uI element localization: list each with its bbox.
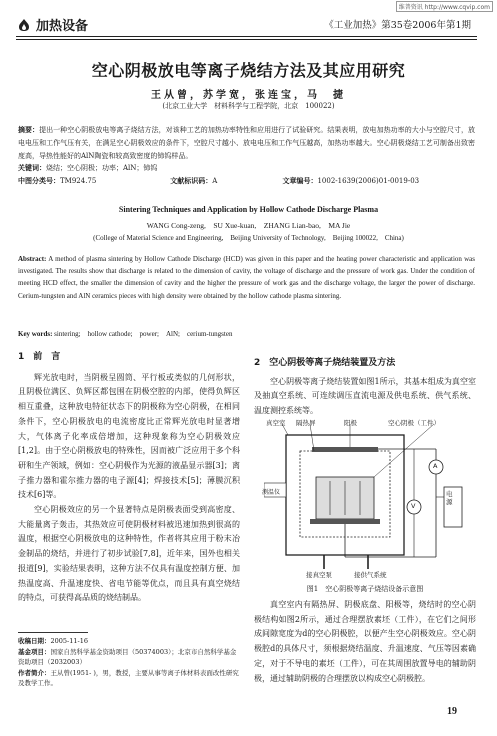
doc-code-label: 文献标识码： (170, 177, 213, 185)
right-column-bottom (254, 598, 476, 686)
clc-value: TM924.75 (60, 177, 97, 185)
left-column (18, 350, 240, 606)
journal-logo (16, 15, 88, 34)
article-no-label: 文章编号： (282, 177, 318, 185)
keywords-cn (18, 163, 157, 173)
label-gas: 接供气系统 (354, 571, 387, 579)
article-authors: 王从曾，苏学宽，张连宝，马 捷 (151, 90, 346, 101)
abstract-cn-label: 摘要： (18, 126, 40, 134)
doc-code-value: A (212, 177, 218, 185)
article-title: 空心阴极放电等离子烧结方法及其应用研究 (91, 61, 406, 80)
fund-label: 基金项目： (18, 647, 51, 656)
english-abstract-label: Abstract: (18, 255, 47, 263)
article-affiliation: (北京工业大学 材料科学与工程学院，北京 100022) (162, 102, 335, 110)
right-column-top (254, 356, 476, 419)
classification-line (18, 176, 478, 186)
watermark: 维普资讯 http://www.cqvip.com (396, 1, 493, 12)
label-hollow-cathode: 空心阴极（工件） (388, 419, 440, 427)
label-ammeter: A (433, 462, 438, 470)
label-heat-shield: 隔热屏 (296, 419, 316, 427)
received-date: 2005-11-16 (50, 637, 88, 645)
english-authors: WANG Cong-zeng, SU Xue-kuan, ZHANG Lian-bao, MA Jie (146, 221, 351, 230)
english-affiliation: (College of Material Science and Engineering, Beijing University of Technology, Beijing 100022, China) (93, 234, 404, 242)
header-rule-thin (16, 39, 477, 40)
label-power: 电源 (446, 490, 453, 506)
section-1-title: 1 前 言 (18, 352, 61, 362)
english-abstract (18, 253, 475, 302)
abstract-cn-text: 提出一种空心阴极放电等离子烧结方法，对该种工艺的加热功率特性和应用进行了试验研究。结果表明，放电加热功率的大小与空腔尺寸，放电电压和工作气压有关，在满足空心阴极效应的条件下，空腔尺寸越小、放电电压和工作气压越高，加热功率越大。空心阴极烧结工艺可制备出致密度高，导热性能好的AlN陶瓷和较高致密度的铈钨样品。 (18, 126, 475, 160)
footnotes (18, 636, 240, 689)
figure-1-caption: 图1 空心阴极等离子烧结设备示意图 (306, 585, 424, 593)
keywords-cn-label: 关键词： (18, 164, 46, 172)
fund-text: 国家自然科学基金资助项目（50374003）；北京市自然科学基金资助项目（2032003） (18, 647, 237, 666)
anode-plate (312, 447, 378, 452)
label-voltmeter: V (411, 502, 416, 510)
label-anode: 阳极 (344, 419, 357, 427)
footnote-rule (18, 632, 88, 633)
english-keywords (18, 329, 232, 339)
received-label: 收稿日期： (18, 637, 51, 645)
figure-1-diagram (264, 417, 469, 577)
cathode-base (310, 519, 380, 524)
english-keywords-label: Key words: (18, 330, 53, 338)
section-2-paragraph-1: 空心阴极等离子烧结装置如图1所示，其基本组成为真空室及抽真空系统、可连续调压直流电源及供电系统、供气系统、温度测控系统等。 (254, 376, 476, 416)
clc-label: 中图分类号： (18, 177, 60, 185)
header-rule (16, 36, 477, 37)
running-head: 《工业加热》第35卷2006年第1期 (324, 20, 471, 31)
section-1-paragraph-2: 空心阴极效应的另一个显著特点是阴极表面受到高密度、大能量离子轰击，其热效应可使阴极材料被迅速加热到很高的温度，根据空心阴极放电的这种特性，作者将其应用于粉末冶金制品的烧结，并进行了初步试验[7,8]，近年来，国外也相关报道[9]，实验结果表明，这种方法不仅具有温度控制方便、加热温度高、升温速度快、省电节能等优点，而且具有真空烧结的特点，可获得高品质的烧结制品。 (18, 505, 240, 603)
author-bio-label: 作者简介： (18, 668, 51, 677)
english-title: Sintering Techniques and Application by Hollow Cathode Discharge Plasma (118, 205, 379, 214)
english-keywords-text: sintering; hollow cathode; power; AlN; cerium-tungsten (54, 330, 233, 338)
label-thermometer: 测温仪 (262, 489, 281, 496)
label-vacuum-chamber: 真空室 (266, 419, 286, 427)
label-pump: 接真空泵 (306, 571, 332, 579)
page-number: 19 (447, 706, 457, 717)
keywords-cn-text: 烧结；空心阴极；功率；AlN；铈钨 (46, 164, 158, 172)
flame-icon (16, 18, 32, 32)
section-2-paragraph-2: 真空室内有隔热屏、阴极底盘、阳极等，烧结时的空心阴极结构如图2所示，通过合理摆放素坯（工件），在它们之间形成间隙宽度为d的空心阴极腔，以便产生空心阴极效应。空心阴极腔d的具体尺寸，须根据烧结温度、升温速度、气压等因素确定，对于不导电的素坯（工件），可在其周围放置导电的辅助阴极，通过辅助阴极的合理摆放以构成空心阴极腔。 (254, 600, 476, 683)
section-2-title: 2 空心阴极等离子烧结装置及方法 (254, 358, 396, 368)
article-no-value: 1002-1639(2006)01-0019-03 (317, 177, 420, 185)
author-bio-text: 王从曾(1951- )，男，教授，主要从事等离子体材料表面改性研究及教学工作。 (18, 668, 239, 687)
english-abstract-text: A method of plasma sintering by Hollow Cathode Discharge (HCD) was given in this paper and the heating power characteristic and application was investigated. The results show that discharge is related to the dimension of cavity, the voltage of discharge and the pressure of work gas. Under the condition of meeting HCD effect, the smaller the dimension of cavity and the higher the pressure of work gas and the discharge voltage, the larger the power of discharge. Cerium-tungsten and AlN ceramics pieces with high density were obtained by the hollow cathode plasma sintering. (18, 255, 475, 300)
section-1-paragraph-1: 辉光放电时，当阴极呈圆筒、平行板或类似的几何形状，且阴极位满区、负辉区都包围在阴极空腔的内部，使得负辉区相互重叠，这种放电特征状态下的阴极称为空心阴极，在相同条件下，空心阴极放电的电流密度比正常辉光放电时显著增大，气体离子化率成倍增加，这种现象称为空心阴极效应[1,2]。由于空心阴极放电的特殊性，因而被广泛应用于多个科研和生产领域，例如：空心阴极作为光源的液晶显示器[3]；离子推力器和霍尔推力器的电子源[4]；焊接技术[5]；薄膜沉积技术[6]等。 (18, 372, 240, 500)
logo-text: 加热设备 (36, 19, 89, 34)
abstract-cn (18, 124, 475, 162)
